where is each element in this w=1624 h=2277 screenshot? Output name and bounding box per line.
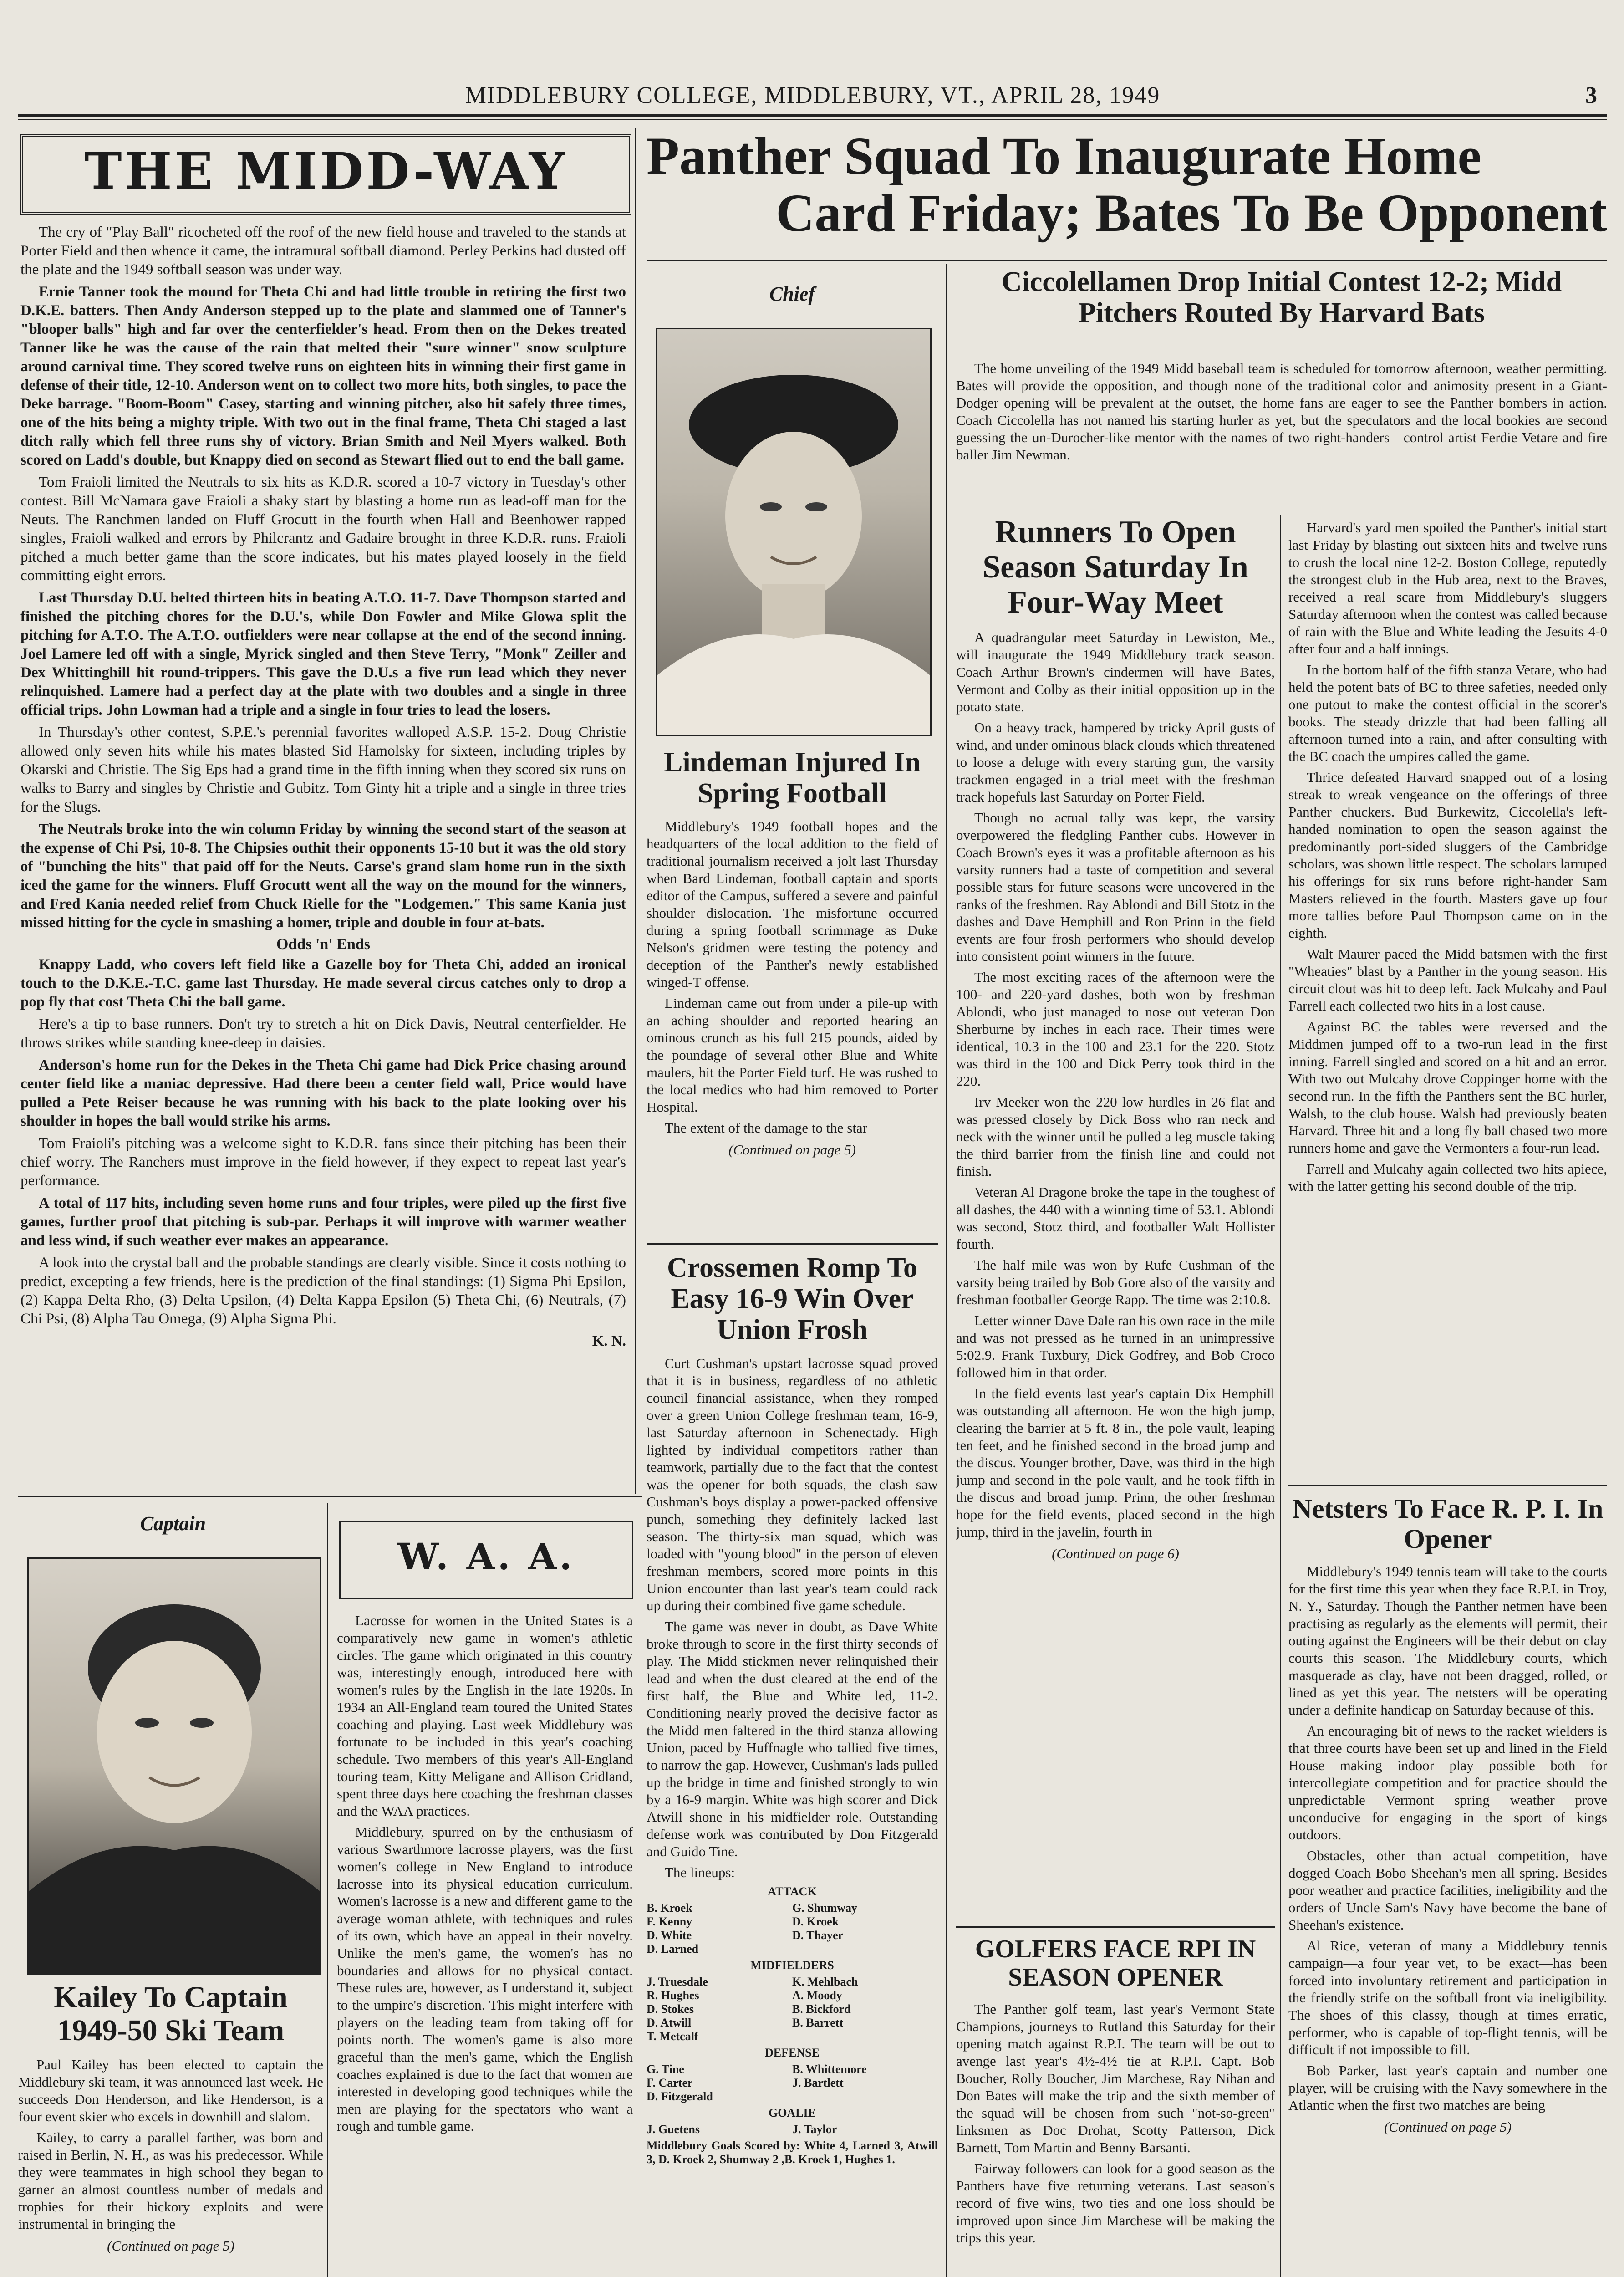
lineup-row bbox=[647, 2090, 938, 2103]
ciccolellamen-paragraph: In the bottom half of the fifth stanza Vetare, who had held the potent bats of BC to three safeties, needed only one putout to make the contest official in the scorer's books. The steady drizzle that had been falling all afternoon turned into a rain, and after consulting with the BC coach the umpires called the game. bbox=[1288, 662, 1607, 764]
lineup-player: J. Guetens bbox=[647, 2122, 700, 2136]
ciccolellamen-body bbox=[1288, 519, 1607, 1475]
lineup-row bbox=[647, 1989, 938, 2002]
masthead bbox=[27, 82, 1598, 123]
lineup-player: F. Carter bbox=[647, 2076, 693, 2089]
crossemen-article bbox=[647, 1252, 938, 2277]
ciccolellamen-intro bbox=[956, 360, 1607, 519]
lineup-player bbox=[792, 2090, 938, 2103]
lineup-player: G. Tine bbox=[647, 2062, 684, 2076]
lineup-player: R. Hughes bbox=[647, 1988, 699, 2002]
waa-body bbox=[337, 1612, 633, 2135]
lineup-player: D. Larned bbox=[647, 1942, 699, 1955]
midd-way-body bbox=[20, 223, 626, 932]
lineup-section-label: MIDFIELDERS bbox=[750, 1958, 834, 1972]
headline-line-1: Panther Squad To Inaugurate Home bbox=[647, 126, 1481, 186]
lineup-player: B. Barrett bbox=[792, 2016, 844, 2029]
waa-title: W. A. A. bbox=[397, 1535, 575, 1578]
runners-title: Runners To Open Season Saturday In Four-Way Meet bbox=[983, 515, 1248, 620]
runners-article bbox=[956, 515, 1275, 1881]
lineup-row bbox=[647, 1915, 938, 1929]
lineup-player: D. White bbox=[647, 1928, 692, 1942]
lindeman-body bbox=[647, 818, 938, 1137]
lineup-player: J. Bartlett bbox=[792, 2076, 844, 2089]
main-headline bbox=[647, 128, 1607, 246]
lineup-player: D. Fitzgerald bbox=[647, 2089, 713, 2103]
ciccolellamen-title: Ciccolellamen Drop Initial Contest 12-2; Midd Pitchers Routed By Harvard Bats bbox=[1001, 266, 1562, 329]
masthead-rule-thin bbox=[18, 119, 1607, 120]
golfers-paragraph: The Panther golf team, last year's Vermont State Champions, journeys to Rutland this Saturday for their opening match against R.P.I. The team will be out to avenge last year's 4½-4½ tie at R.P.I. Capt. Bob Boucher, Rolly Boucher, Jim Marchese, Ray Nihan and Don Bates will make the trip and the sixth member of the squad will be chosen from such "not-so-green" linksmen as Doc Drohat, Scotty Patterson, Dick Barnett, Tom Martin and Benny Barsanti. bbox=[956, 2001, 1275, 2156]
waa-paragraph: Lacrosse for women in the United States is a comparatively new game in women's athletic circles. The game which originated in this country was, interestingly enough, introduced here with women's rules by the English in the late 1920s. In 1934 an All-England team toured the United States coaching and playing. Last week Middlebury was fortunate to be included in this year's coaching schedule. Two members of this year's All-England touring team, Kitty Meligane and Allison Cridland, spent three days here coaching the freshman classes and the WAA practices. bbox=[337, 1613, 633, 1819]
midd-way-paragraph: Last Thursday D.U. belted thirteen hits in beating A.T.O. 11-7. Dave Thompson started and finished the pitching chores for the D.U.'s, while Don Fowler and Mike Glowa split the pitching for A.T.O. The A.T.O. outfielders were near collapse at the end of the second inning. Joel Lamere led off with a single, Myrick singled and then Steve Terry, "Monk" Zeiller and Dex Whittinghill hit round-trippers. This gave the D.U.s a five run lead which they never relinquished. Lamere had a perfect day at the plate with two doubles and a single in three official trips. John Lowman had a triple and a single in four tries to lead the losers. bbox=[20, 590, 626, 718]
lineup-section-label: ATTACK bbox=[768, 1884, 817, 1898]
netsters-title: Netsters To Face R. P. I. In Opener bbox=[1292, 1494, 1604, 1554]
kailey-paragraph: Paul Kailey has been elected to captain the Middlebury ski team, it was announced last week. He succeeds Don Henderson, and like Henderson, is a four event skier who excels in downhill and slalom. bbox=[18, 2057, 323, 2125]
runners-paragraph: In the field events last year's captain Dix Hemphill was outstanding all afternoon. He won the high jump, clearing the barrier at 5 ft. 8 in., the pole vault, leaping ten feet, and he finished second in the broad jump and the discus. Younger brother, Dave, was third in the high jump and second in the pole vault, and he took fifth in the discus and broad jump. Prinn, the other freshman hope for the field events, placed second in the high jump, third in the javelin, fourth in bbox=[956, 1385, 1275, 1540]
lineup-player: D. Atwill bbox=[647, 2016, 692, 2029]
ciccolellamen-rule bbox=[1288, 1485, 1607, 1486]
lineup-row bbox=[647, 2030, 938, 2043]
golfers-paragraph: Fairway followers can look for a good season as the Panthers have five returning veterans. Last season's record of five wins, two ties and one loss should be improved upon since Jim Marchese will be making the trips this year. bbox=[956, 2160, 1275, 2246]
midd-way-paragraph: Tom Fraioli limited the Neutrals to six hits as K.D.R. scored a 10-7 victory in Tuesday's other contest. Bill McNamara gave Fraioli a shaky start by blasting a home run as lead-off man for the Neuts. The Ranchmen landed on Fluff Grocutt in the fourth when Hall and Beenhower rapped singles, Fraioli walked and errors by Philcrantz and Gadaire brought in three K.D.R. runs. Fraioli pitched a much better game than the score indicates, but his mates played loosely in the field committing eight errors. bbox=[20, 474, 626, 584]
lineup-player: G. Shumway bbox=[792, 1901, 858, 1915]
lindeman-continued: (Continued on page 5) bbox=[728, 1142, 856, 1158]
midd-way-bottom-rule bbox=[18, 1496, 642, 1497]
waa-article bbox=[337, 1612, 633, 2277]
column-divider-2 bbox=[946, 264, 947, 2277]
ciccolellamen-paragraph: Harvard's yard men spoiled the Panther's initial start last Friday by blasting out sixteen hits and twelve runs to crush the local nine 12-2. Boston College, reputedly the strongest club in the Hub area, next to the Braves, received a real scare from Middlebury's sluggers Saturday afternoon when the contest was called because of rain with the Blue and White leading the Jesuits 4-0 after four and a half innings. bbox=[1288, 520, 1607, 657]
page-number: 3 bbox=[1585, 82, 1598, 108]
column-divider-4 bbox=[327, 1503, 328, 2277]
golfers-title: GOLFERS FACE RPI IN SEASON OPENER bbox=[975, 1935, 1256, 1991]
kailey-title: Kailey To Captain 1949-50 Ski Team bbox=[54, 1981, 288, 2047]
kailey-continued: (Continued on page 5) bbox=[107, 2238, 234, 2254]
midd-way-paragraph: The cry of "Play Ball" ricocheted off the roof of the new field house and traveled to the stands at Porter Field and then whence it came, the intramural softball diamond. Perley Perkins had dusted off the plate and the 1949 softball season was under way. bbox=[20, 224, 626, 278]
crossemen-paragraph: The lineups: bbox=[665, 1864, 735, 1880]
golfers-article bbox=[956, 1935, 1275, 2277]
lineup-player: J. Taylor bbox=[792, 2122, 837, 2136]
runners-paragraph: Letter winner Dave Dale ran his own race in the mile and was not pressed as he turned in an unimpressive 5:02.9. Frank Tuxbury, Dick Godfrey, and Bob Croco followed him in that order. bbox=[956, 1312, 1275, 1380]
lindeman-paragraph: The extent of the damage to the star bbox=[665, 1120, 868, 1136]
runners-body bbox=[956, 629, 1275, 1541]
midd-way-paragraph: The Neutrals broke into the win column Friday by winning the second start of the season at the expense of Chi Psi, 10-8. The Chipsies outhit their opponents 15-10 but it was the old story of "bunching the hits" that paid off for the Neuts. Carse's grand slam home run in the sixth iced the game for the winners. Fluff Grocutt went all the way on the mound for the winners, and Fred Kania needed relief from Chuck Rielle for the "Lodgemen." This same Kania just missed hitting for the cycle in smashing a homer, triple and double in four at-bats. bbox=[20, 821, 626, 931]
lineup-row bbox=[647, 1929, 938, 1942]
lineup-player bbox=[792, 2030, 938, 2043]
runners-paragraph: Veteran Al Dragone broke the tape in the toughest of all dashes, the 440 with a winning time of 53.1. Ablondi was second, Stotz third, and footballer Walt Hollister fourth. bbox=[956, 1184, 1275, 1252]
runners-paragraph: The most exciting races of the afternoon were the 100- and 220-yard dashes, both won by freshman Ablondi, who just managed to nose out veteran Don Sherburne by inches in each race. Their times were identical, 10.3 in the 100 and 23.1 for the 220. Stotz was third in the 100 and Dick Perry took third in the 220. bbox=[956, 969, 1275, 1089]
lineup-row bbox=[647, 2076, 938, 2090]
lineup-player: D. Thayer bbox=[792, 1928, 844, 1942]
lineup-player: F. Kenny bbox=[647, 1915, 692, 1928]
kailey-article bbox=[18, 1981, 323, 2277]
lineup-player: A. Moody bbox=[792, 1988, 842, 2002]
lineup-player: J. Truesdale bbox=[647, 1975, 708, 1988]
crossemen-paragraph: The game was never in doubt, as Dave White broke through to score in the first thirty seconds of play. The Midd stickmen never relinquished their lead and when the dust cleared at the end of the first half, the Blue and White led, 11-2. Conditioning nearly proved the decisive factor as the Midd men faltered in the third stanza allowing Union, paced by Huffnagle who tallied five times, to narrow the gap. However, Cushman's lads pulled up the bridge in time and finished strongly to win by a 16-9 margin. White was high scorer and Dick Atwill shone in his midfielder role. Outstanding defense work was contributed by Don Fitzgerald and Guido Tine. bbox=[647, 1618, 938, 1859]
runners-continued: (Continued on page 6) bbox=[1052, 1546, 1179, 1562]
midd-way-paragraph: In Thursday's other contest, S.P.E.'s perennial favorites walloped A.S.P. 15-2. Doug Christie allowed only seven hits while his mates blasted Sid Hamolsky for sixteen, including triples by Okarski and Christie. The Sig Eps had a grand time in the fifth inning when they scored six runs on walks to Barry and singles by Christie and Gubitz. Tom Ginty hit a triple and a single in three tries for the Slugs. bbox=[20, 724, 626, 815]
lineup-section-label: DEFENSE bbox=[765, 2046, 820, 2059]
lineup-row bbox=[647, 2123, 938, 2136]
odds-ends-paragraph: Knappy Ladd, who covers left field like a Gazelle boy for Theta Chi, added an ironical touch to the D.K.E.-T.C. game last Thursday. He made several circus catches only to drop a pop fly that cost Theta Chi the ball game. bbox=[20, 956, 626, 1011]
netsters-continued: (Continued on page 5) bbox=[1384, 2119, 1512, 2135]
midd-way-signature: K. N. bbox=[592, 1333, 626, 1350]
lineup-player: B. Bickford bbox=[792, 2002, 851, 2016]
captain-caption: Captain bbox=[140, 1512, 206, 1535]
lindeman-article bbox=[647, 747, 938, 1239]
runners-paragraph: Though no actual tally was kept, the varsity overpowered the fledgling Panther cubs. However in Coach Brown's eyes it was a profitable afternoon as his varsity runners had a taste of competition and several possible stars for future seasons were uncovered in the ranks of the freshmen. Ray Ablondi and Bill Stotz in the dashes and Dave Hemphill and Ron Prinn in the field events are four frosh performers who should develop into consistent point winners in the future. bbox=[956, 810, 1275, 964]
netsters-paragraph: Al Rice, veteran of many a Middlebury tennis campaign—a four year vet, to be exact—has been forced into involuntary retirement and participation in the friendly strife on the softball front via ineligibility. The shoes of this classy, though at times erratic, performer, who is capable of top-flight tennis, will be difficult if not impossible to fill. bbox=[1288, 1938, 1607, 2057]
lineup-player: B. Whittemore bbox=[792, 2062, 867, 2076]
odds-ends-paragraph: Here's a tip to base runners. Don't try to stretch a hit on Dick Davis, Neutral centerfielder. He throws strikes while standing knee-deep in daisies. bbox=[20, 1016, 626, 1052]
lineup-player: D. Kroek bbox=[792, 1915, 839, 1928]
golfers-body bbox=[956, 2001, 1275, 2246]
ciccolellamen-paragraph: Thrice defeated Harvard snapped out of a losing streak to wreak vengeance on the offerings of three Panther chuckers. Bud Burkewitz, Ciccolella's left-handed nomination to open the season against the predominantly port-sided sluggers of the Cambridge scholars, was shown little respect. The scholars larruped his offerings for six runs before right-hander Sam Masters relieved in the fourth. Masters gave up four more tallies before Paul Thompson came on in the eighth. bbox=[1288, 769, 1607, 941]
lineup-player bbox=[792, 1942, 938, 1956]
lineup-row bbox=[647, 2002, 938, 2016]
headline-rule bbox=[647, 260, 1607, 261]
skier-portrait-image bbox=[29, 1559, 320, 1973]
crossemen-body bbox=[647, 1355, 938, 1881]
odds-ends-paragraph: A look into the crystal ball and the probable standings are clearly visible. Since it costs nothing to predict, excepting a few friends, here is the prediction of the final standings: (1) Sigma Phi Epsilon, (2) Kappa Delta Rho, (3) Delta Upsilon, (4) Delta Kappa Epsilon (5) Theta Chi, (6) Neutrals, (7) Chi Psi, (8) Alpha Tau Omega, (9) Alpha Sigma Phi. bbox=[20, 1255, 626, 1327]
netsters-paragraph: An encouraging bit of news to the racket wielders is that three courts have been set up and lined in the Field House making indoor play possible both for intercollegiate competition and for practice should the unpredictable Vermont spring weather prove unconducive for engaging in the sport of kings outdoors. bbox=[1288, 1723, 1607, 1843]
lineup-row bbox=[647, 1942, 938, 1956]
lindeman-paragraph: Middlebury's 1949 football hopes and the headquarters of the local addition to the field of traditional journalism received a jolt last Thursday when Bard Lindeman, football captain and sports editor of the Campus, suffered a severe and painful shoulder dislocation. The misfortune occurred during a spring football scrimmage as Duke Nelson's gridmen were testing the potency and deception of the Panther's newly established winged-T offense. bbox=[647, 818, 938, 990]
lineup-player: D. Stokes bbox=[647, 2002, 694, 2016]
netsters-paragraph: Bob Parker, last year's captain and number one player, will be cruising with the Navy somewhere in the Atlantic when the first two matches are being bbox=[1288, 2063, 1607, 2113]
odds-ends-subhead: Odds 'n' Ends bbox=[276, 936, 371, 953]
lineup-player: K. Mehlbach bbox=[792, 1975, 858, 1988]
lacrosse-lineups bbox=[647, 1885, 938, 2166]
lineup-row bbox=[647, 2016, 938, 2030]
ciccolellamen-intro-text: The home unveiling of the 1949 Midd baseball team is scheduled for tomorrow afternoon, weather permitting. Bates will provide the opposition, and though none of the traditional color and animosity present in a Giant-Dodger opening will be prevalent at the outset, the home fans are eager to see the Panther bombers in action. Coach Ciccolella has not named his starting hurler as yet, but the speculators and the local bookies are second guessing the un-Durocher-like mentor with the names of two right-handers—control artist Ferdie Vetare and fire baller Jim Newman. bbox=[956, 360, 1607, 463]
runners-paragraph: A quadrangular meet Saturday in Lewiston, Me., will inaugurate the 1949 Middlebury track season. Coach Arthur Brown's cindermen will have Bates, Vermont and Colby as their initial opposition up in the potato state. bbox=[956, 629, 1275, 715]
ciccolellamen-headline bbox=[956, 266, 1607, 348]
masthead-rule bbox=[18, 114, 1607, 117]
lineup-row bbox=[647, 2063, 938, 2076]
netsters-paragraph: Middlebury's 1949 tennis team will take to the courts for the first time this year when they face R.P.I. in Troy, N. Y., Saturday. Though the Panther netmen have been practising as regularly as the elements will permit, their outing against the Engineers will be their debut on clay courts this season. The Middlebury courts, which masquerade as clay, have not been dragged, rolled, or lined as yet this year. The netsters will be operating under a definite handicap on Saturday because of this. bbox=[1288, 1563, 1607, 1718]
lineup-row bbox=[647, 1901, 938, 1915]
odds-ends-paragraph: A total of 117 hits, including seven home runs and four triples, were piled up the first five games, further proof that pitching is sub-par. Perhaps it will improve with warmer weather and less wind, if such weather ever makes an appearance. bbox=[20, 1195, 626, 1249]
lineup-player: T. Metcalf bbox=[647, 2029, 698, 2043]
column-divider bbox=[635, 128, 636, 1494]
odds-ends-paragraph: Tom Fraioli's pitching was a welcome sight to K.D.R. fans since their pitching has been their chief worry. The Ranchers must improve in the field however, if they expect to repeat last year's performance. bbox=[20, 1135, 626, 1190]
odds-ends-paragraph: Anderson's home run for the Dekes in the Theta Chi game had Dick Price chasing around center field like a maniac depressive. Had there been a center field wall, Price would have pulled a Pete Reiser because he was running with his back to the plate looking over his shoulder in hopes the ball would strike his arms. bbox=[20, 1057, 626, 1130]
kailey-body bbox=[18, 2056, 323, 2233]
runners-paragraph: Irv Meeker won the 220 low hurdles in 26 flat and was pressed closely by Dick Boss who ran neck and neck with the winner until he pulled a leg muscle taking the third barrier from the finish line and could not finish. bbox=[956, 1094, 1275, 1179]
netsters-paragraph: Obstacles, other than actual competition, have dogged Coach Bobo Sheehan's men all spring. Besides poor weather and practice facilities, ineligibility and the orders of Uncle Sam's Navy have become the bane of Sheehan's existence. bbox=[1288, 1848, 1607, 1933]
lineup-row bbox=[647, 1975, 938, 1989]
ciccolellamen-paragraph: Farrell and Mulcahy again collected two hits apiece, with the latter getting his second double of the trip. bbox=[1288, 1161, 1607, 1194]
netsters-body bbox=[1288, 1563, 1607, 2114]
crossemen-paragraph: Curt Cushman's upstart lacrosse squad proved that it is in business, regardless of no athletic council financial assistance, when they romped over a green Union College freshman team, 16-9, last Saturday afternoon in Schenectady. High lighted by individual competitors rather than teamwork, partially due to the fact that the contest was the opener for both squads, the clash saw Cushman's boys display a power-packed offensive punch, something they definitely lacked last season. The thirty-six man squad, which was loaded with "young blood" in the person of eleven freshman members, scored more points in this Union encounter than last year's team could rack up during their combined five game schedule. bbox=[647, 1355, 938, 1613]
masthead-title: MIDDLEBURY COLLEGE, MIDDLEBURY, VT., APRIL 28, 1949 bbox=[465, 82, 1161, 108]
runners-paragraph: The half mile was won by Rufe Cushman of the varsity being trailed by Bob Gore also of the varsity and freshman footballer George Rapp. The time was 2:10.8. bbox=[956, 1257, 1275, 1307]
lindeman-rule bbox=[647, 1243, 938, 1245]
lineup-player: B. Kroek bbox=[647, 1901, 692, 1915]
midd-way-column bbox=[20, 223, 626, 1475]
column-divider-3 bbox=[1280, 515, 1281, 2277]
kailey-photo bbox=[27, 1557, 321, 1975]
chief-caption: Chief bbox=[769, 283, 815, 305]
lindeman-title: Lindeman Injured In Spring Football bbox=[664, 747, 921, 809]
ciccolellamen-paragraphs bbox=[1288, 519, 1607, 1195]
midd-way-paragraph: Ernie Tanner took the mound for Theta Chi and had little trouble in retiring the first two D.K.E. batters. Then Andy Anderson stepped up to the plate and slammed one of Tanner's "blooper balls" high and far over the centerfielder's head. From then on the Dekes treated Tanner like he was the cause of the rain that melted their "sure winner" snow sculpture around carnival time. They scored twelve runs on eighteen hits in winning their first game in defense of their title, 12-10. Anderson went on to collect two more hits, both singles, to pace the Deke barrage. "Boom-Boom" Casey, starting and winning pitcher, also hit safely three times, one of the hits being a mighty triple. With two out in the final frame, Theta Chi staged a last ditch rally which fell three runs shy of victory. Brian Smith and Neil Myers walked. Both scored on Ladd's double, but Knappy died on second as Stewart flied out to end the ball game. bbox=[20, 284, 626, 468]
crossemen-title: Crossemen Romp To Easy 16-9 Win Over Union Frosh bbox=[667, 1252, 918, 1346]
ciccolellamen-paragraph: Against BC the tables were reversed and the Middmen jumped off to a two-run lead in the first inning. Farrell singled and scored on a hit and an error. With two out Mulcahy drove Coppinger home with the second run. In the fifth the Panthers sent the BC hurler, Walsh, to the club house. Walsh had previously beaten Harvard. Three hit and a long fly ball chased two more runners home and gave the Vermonters a four-run lead. bbox=[1288, 1019, 1607, 1156]
lineup-section-label: GOALIE bbox=[768, 2106, 816, 2119]
ciccolellamen-paragraph: Walt Maurer paced the Midd batsmen with the first "Wheaties" blast by a Panther in the young season. His circuit clout was hit to deep left. Jack Mulcahy and Paul Farrell each collected two hits in a lost cause. bbox=[1288, 946, 1607, 1014]
runners-paragraph: On a heavy track, hampered by tricky April gusts of wind, and under ominous black clouds which threatened to loose a deluge with every starting gun, the varsity trackmen engaged in a trial meet with the freshman track hopefuls last Saturday on Porter Field. bbox=[956, 720, 1275, 805]
midd-way-title-box bbox=[20, 134, 631, 215]
lindeman-paragraph: Lindeman came out from under a pile-up with an aching shoulder and reported hearing an ominous crunch as his full 215 pounds, aided by the poundage of several other Blue and White maulers, hit the Porter Field turf. He was rushed to the local medics who had him removed to Porter Hospital. bbox=[647, 995, 938, 1115]
lindeman-photo bbox=[656, 328, 932, 736]
midd-way-title: THE MIDD-WAY bbox=[84, 142, 568, 200]
runners-rule bbox=[956, 1926, 1275, 1928]
midd-way-body-2 bbox=[20, 955, 626, 1328]
kailey-paragraph: Kailey, to carry a parallel farther, was born and raised in Berlin, N. H., as was his predecessor. While they were teammates in high school they began to garner an almost countless number of medals and trophies for their hickory exploits and were instrumental in bringing the bbox=[18, 2129, 323, 2232]
goals-scored: Middlebury Goals Scored by: White 4, Larned 3, Atwill 3, D. Kroek 2, Shumway 2 ,B. Kroek 1, Hughes 1. bbox=[647, 2139, 938, 2166]
waa-paragraph: Middlebury, spurred on by the enthusiasm of various Swarthmore lacrosse players, was the first women's college in New England to introduce lacrosse into its physical education curriculum. Women's lacrosse is a new and different game to the average woman athlete, with techniques and rules of its own, which have an appeal in their novelty. Unlike the men's game, the women's has no boundaries and allows for no physical contact. These rules are, however, as I understand it, subject to the umpire's discretion. This might interfere with players on the leading team from taking off for points north. The women's game is also more graceful than the men's game, which the English coaches explained is due to the fact that women are interested in developing good techniques while the men are playing for the spectators who want a rough and tumble game. bbox=[337, 1824, 633, 2134]
headline-line-2: Card Friday; Bates To Be Opponent bbox=[776, 183, 1607, 243]
netsters-article bbox=[1288, 1494, 1607, 2277]
waa-title-box bbox=[339, 1521, 633, 1599]
player-portrait-image bbox=[657, 329, 930, 735]
